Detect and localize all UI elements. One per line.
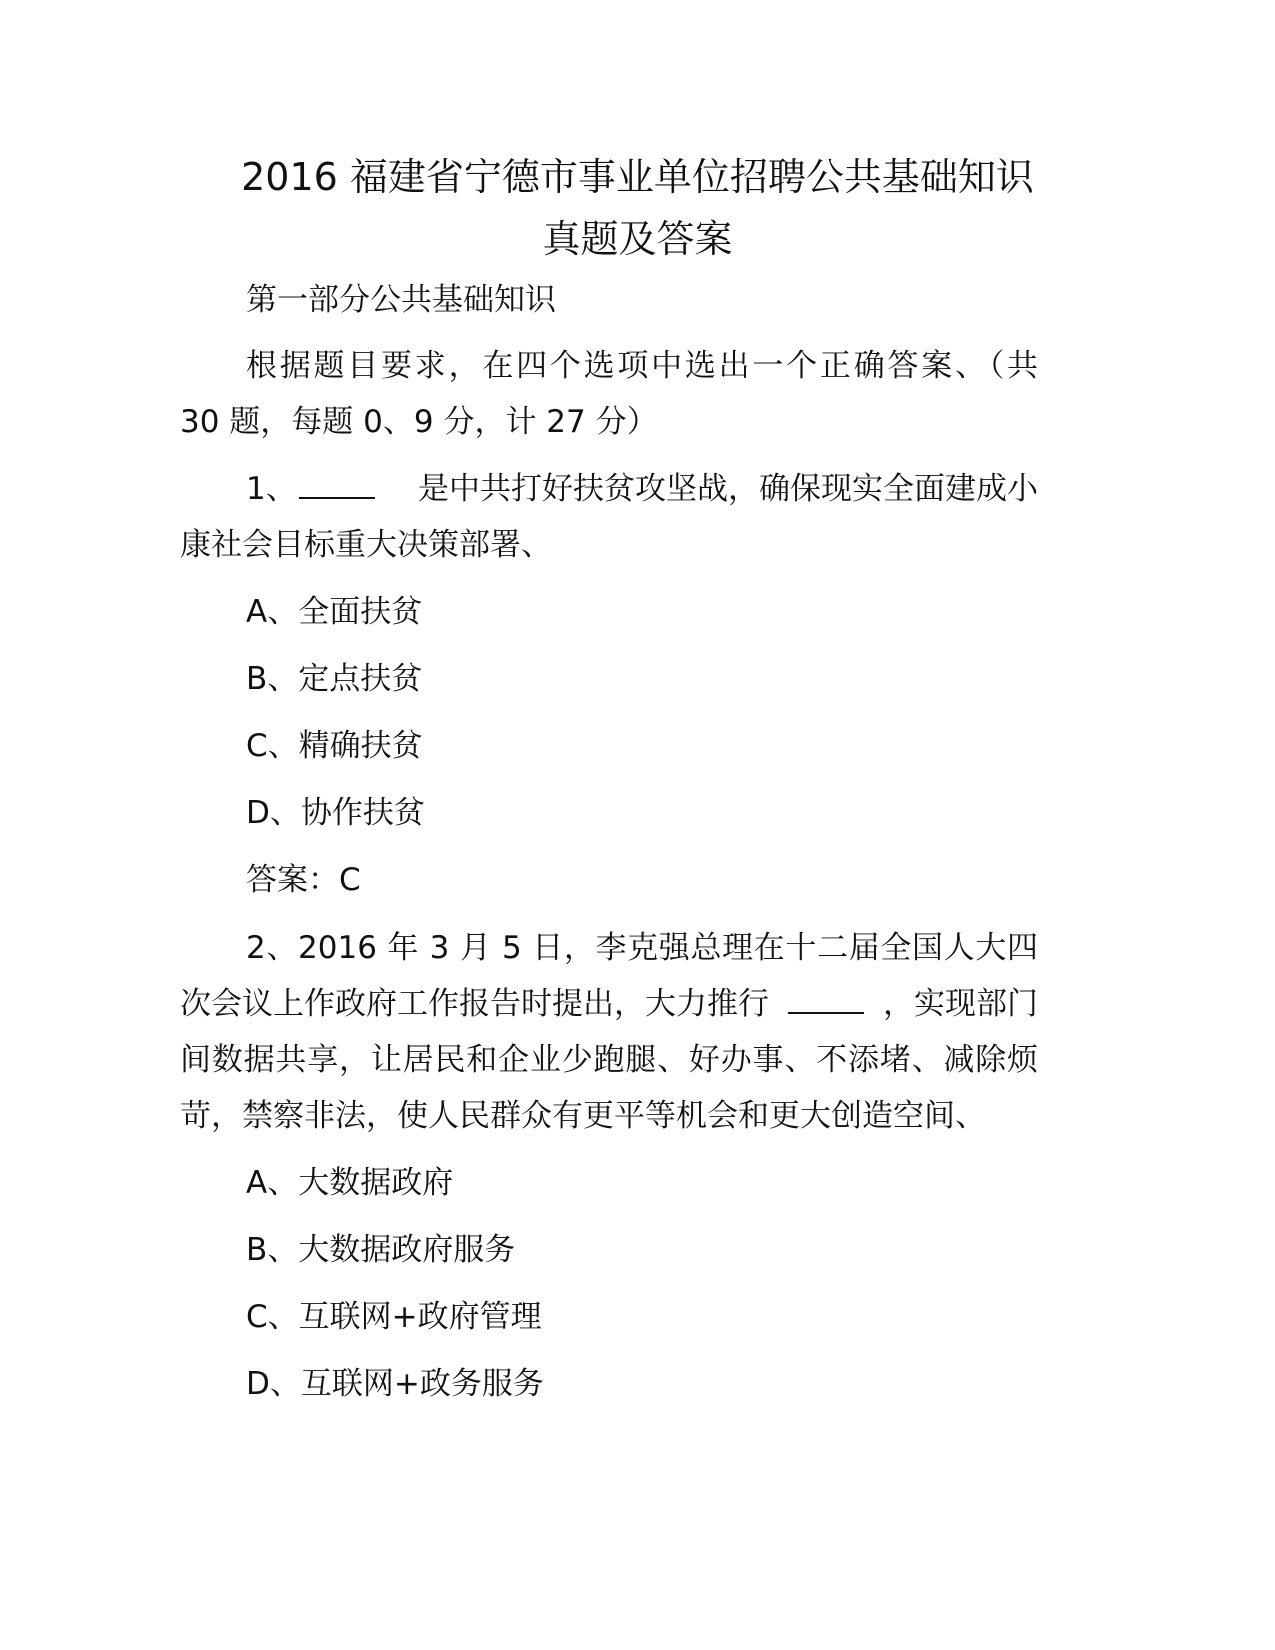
section-heading: 第一部分公共基础知识 xyxy=(246,282,556,318)
instruction-line-1: 根据题目要求，在四个选项中选出一个正确答案、（共 xyxy=(246,348,1038,384)
document-title xyxy=(180,146,1095,270)
question-2-option-b: B、大数据政府服务 xyxy=(246,1232,516,1268)
question-1-stem-line-1 xyxy=(246,469,1038,509)
question-1-number: 1、 xyxy=(246,471,297,507)
title-line-1: 2016 福建省宁德市事业单位招聘公共基础知识 xyxy=(241,155,1034,199)
question-2-stem-line-3: 间数据共享，让居民和企业少跑腿、好办事、不添堵、减除烦 xyxy=(180,1042,1038,1078)
question-2-stem-before-blank: 次会议上作政府工作报告时提出，大力推行 xyxy=(180,986,769,1022)
question-2-option-d: D、互联网+政务服务 xyxy=(246,1366,544,1402)
question-1-option-a: A、全面扶贫 xyxy=(246,594,423,630)
question-2-stem-line-4: 苛，禁察非法，使人民群众有更平等机会和更大创造空间、 xyxy=(180,1098,986,1134)
answer-blank xyxy=(788,984,864,1014)
question-2-stem-line-1: 2、2016 年 3 月 5 日，李克强总理在十二届全国人大四 xyxy=(246,930,1038,966)
question-1-answer: 答案：C xyxy=(246,862,361,898)
instruction-line-2: 30 题，每题 0、9 分，计 27 分） xyxy=(180,404,658,440)
question-1-option-d: D、协作扶贫 xyxy=(246,795,425,831)
question-1-option-b: B、定点扶贫 xyxy=(246,661,423,697)
question-2-stem-after-blank: ，实现部门 xyxy=(883,986,1038,1022)
question-2-stem-line-2 xyxy=(180,984,1038,1024)
question-2-option-a: A、大数据政府 xyxy=(246,1165,454,1201)
question-1-stem-text: 是中共打好扶贫攻坚战，确保现实全面建成小 xyxy=(418,471,1038,507)
question-1-stem-line-2: 康社会目标重大决策部署、 xyxy=(180,527,552,563)
answer-blank xyxy=(299,469,375,499)
title-line-2: 真题及答案 xyxy=(542,217,733,261)
question-1-option-c: C、精确扶贫 xyxy=(246,728,423,764)
question-2-option-c: C、互联网+政府管理 xyxy=(246,1299,542,1335)
